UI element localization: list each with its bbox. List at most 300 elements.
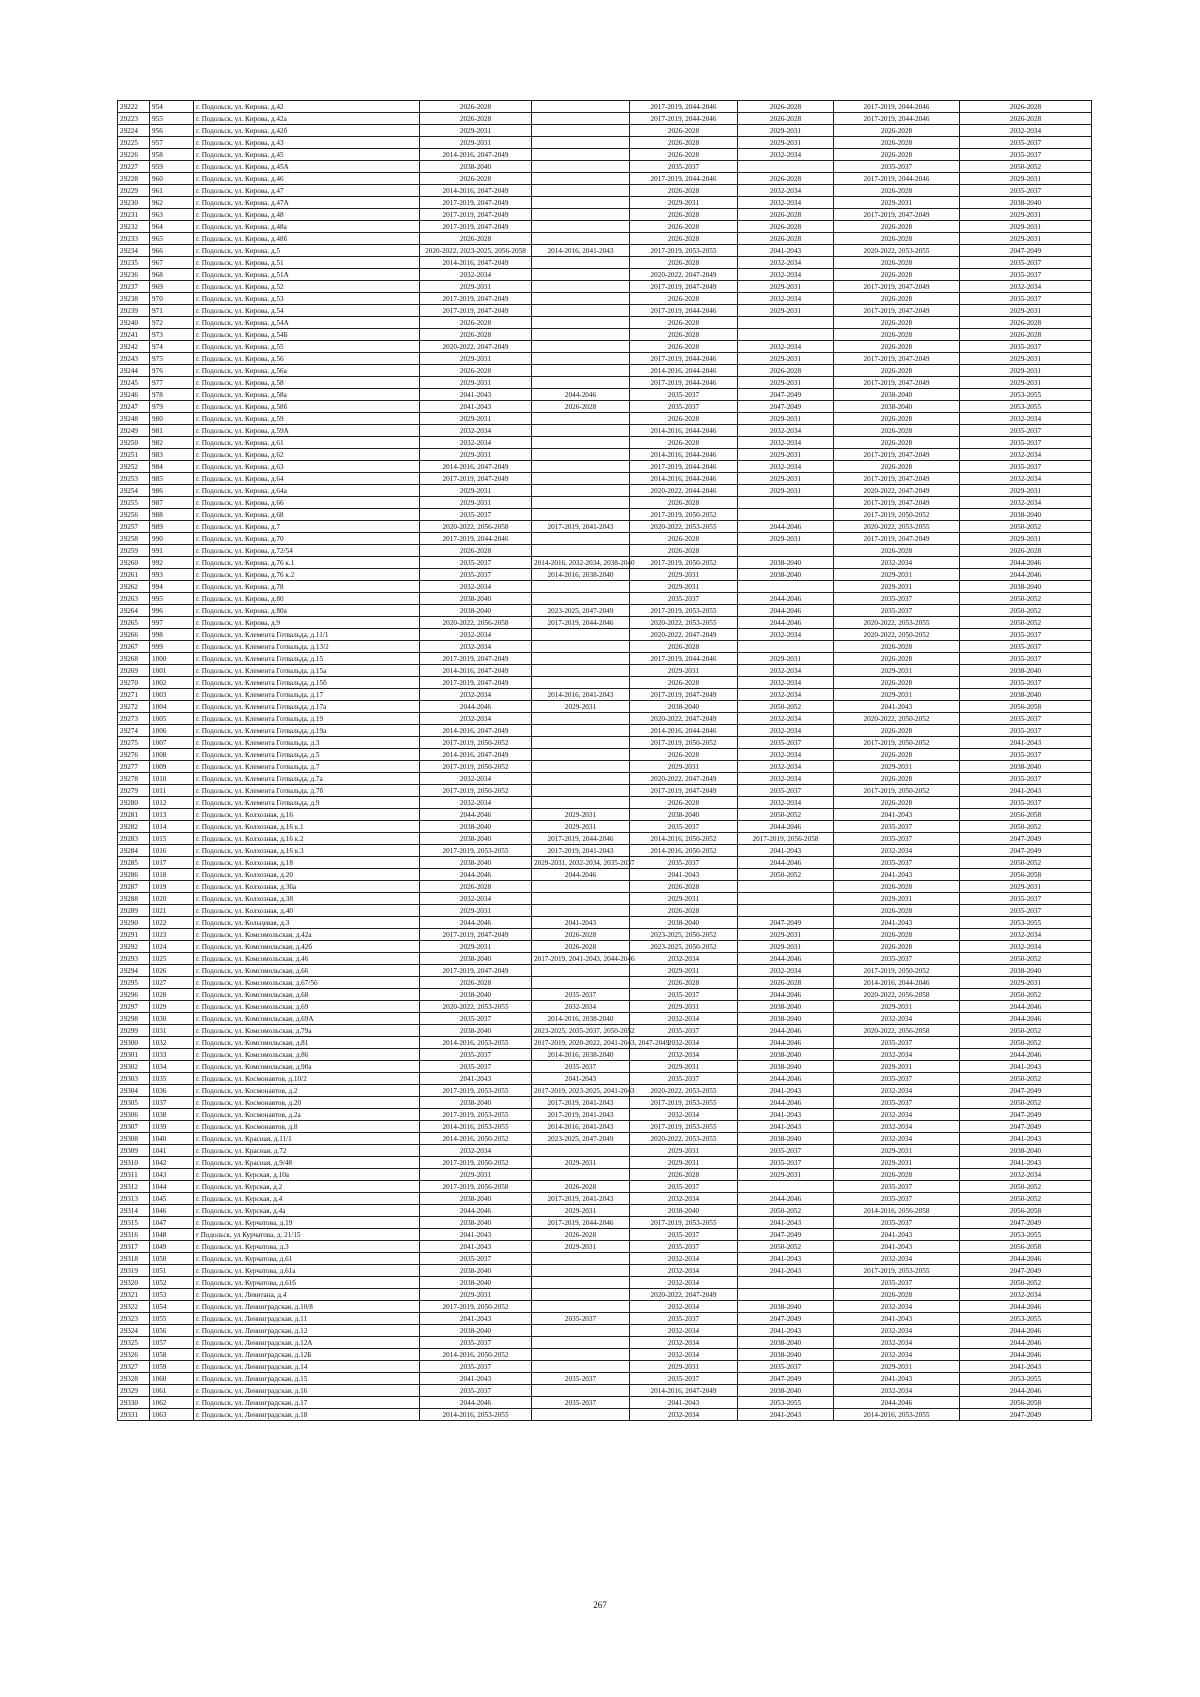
- period-cell: 2032-2034: [630, 1337, 738, 1349]
- row-number-cell: 983: [150, 449, 194, 461]
- period-cell: 2029-2031: [738, 125, 834, 137]
- period-cell: 2035-2037: [960, 437, 1092, 449]
- period-cell: 2026-2028: [630, 341, 738, 353]
- period-cell: 2020-2022, 2047-2049: [420, 341, 532, 353]
- period-cell: [532, 353, 630, 365]
- period-cell: 2017-2019, 2047-2049: [834, 353, 960, 365]
- period-cell: 2050-2052: [960, 857, 1092, 869]
- address-cell: г. Подольск, ул. Кирова, д.48б: [194, 233, 420, 245]
- address-cell: г. Подольск, ул. Комсомольская, д.46: [194, 953, 420, 965]
- table-row: [118, 821, 1092, 833]
- period-cell: [532, 281, 630, 293]
- period-cell: 2029-2031: [960, 377, 1092, 389]
- row-id-cell: 29328: [118, 1373, 150, 1385]
- period-cell: 2044-2046: [738, 1037, 834, 1049]
- period-cell: 2017-2019, 2053-2055: [834, 1265, 960, 1277]
- period-cell: 2032-2034: [834, 1253, 960, 1265]
- period-cell: 2032-2034: [834, 845, 960, 857]
- row-number-cell: 988: [150, 509, 194, 521]
- period-cell: 2014-2016, 2053-2055: [420, 1037, 532, 1049]
- period-cell: 2035-2037: [834, 1277, 960, 1289]
- period-cell: 2029-2031: [420, 137, 532, 149]
- period-cell: 2014-2016, 2044-2046: [630, 449, 738, 461]
- period-cell: 2032-2034: [960, 1289, 1092, 1301]
- period-cell: 2020-2022, 2047-2049: [630, 629, 738, 641]
- period-cell: 2029-2031: [630, 197, 738, 209]
- row-id-cell: 29263: [118, 593, 150, 605]
- period-cell: 2017-2019, 2047-2049: [834, 473, 960, 485]
- period-cell: 2020-2022, 2050-2052: [834, 713, 960, 725]
- period-cell: 2026-2028: [834, 929, 960, 941]
- period-cell: [532, 893, 630, 905]
- address-cell: г. Подольск, ул. Курчатова, д.19: [194, 1217, 420, 1229]
- period-cell: 2041-2043: [834, 869, 960, 881]
- table-body: [118, 101, 1092, 1421]
- period-cell: 2017-2019, 2047-2049: [420, 677, 532, 689]
- period-cell: 2023-2025, 2050-2052: [630, 941, 738, 953]
- row-id-cell: 29323: [118, 1313, 150, 1325]
- period-cell: 2026-2028: [834, 125, 960, 137]
- period-cell: 2032-2034: [834, 1301, 960, 1313]
- period-cell: 2035-2037: [834, 1037, 960, 1049]
- period-cell: 2053-2055: [960, 1373, 1092, 1385]
- period-cell: [532, 1289, 630, 1301]
- row-number-cell: 963: [150, 209, 194, 221]
- row-number-cell: 994: [150, 581, 194, 593]
- period-cell: 2026-2028: [738, 977, 834, 989]
- period-cell: 2029-2031: [738, 413, 834, 425]
- row-number-cell: 1043: [150, 1169, 194, 1181]
- row-id-cell: 29309: [118, 1145, 150, 1157]
- period-cell: 2017-2019, 2047-2049: [630, 281, 738, 293]
- period-cell: 2041-2043: [834, 809, 960, 821]
- row-number-cell: 978: [150, 389, 194, 401]
- period-cell: 2029-2031: [834, 1361, 960, 1373]
- address-cell: г. Подольск, ул. Клемента Готвальда, д.15б: [194, 677, 420, 689]
- row-id-cell: 29227: [118, 161, 150, 173]
- period-cell: 2017-2019, 2047-2049: [834, 209, 960, 221]
- period-cell: 2035-2037: [960, 773, 1092, 785]
- row-number-cell: 962: [150, 197, 194, 209]
- table-row: [118, 1001, 1092, 1013]
- period-cell: 2047-2049: [960, 833, 1092, 845]
- row-number-cell: 1002: [150, 677, 194, 689]
- period-cell: 2017-2019, 2044-2046: [630, 461, 738, 473]
- table-row: [118, 461, 1092, 473]
- period-cell: 2035-2037: [960, 797, 1092, 809]
- period-cell: 2029-2031: [834, 1157, 960, 1169]
- row-number-cell: 1020: [150, 893, 194, 905]
- period-cell: 2026-2028: [738, 221, 834, 233]
- period-cell: 2029-2031: [420, 485, 532, 497]
- period-cell: 2035-2037: [630, 161, 738, 173]
- period-cell: 2044-2046: [738, 605, 834, 617]
- period-cell: 2041-2043: [420, 1241, 532, 1253]
- address-cell: г. Подольск, ул. Ленинградская, д.16: [194, 1385, 420, 1397]
- period-cell: 2032-2034: [630, 1049, 738, 1061]
- period-cell: [532, 1385, 630, 1397]
- period-cell: 2029-2031: [960, 173, 1092, 185]
- period-cell: 2020-2022, 2056-2058: [420, 521, 532, 533]
- period-cell: 2035-2037: [630, 1073, 738, 1085]
- table-row: [118, 1157, 1092, 1169]
- period-cell: 2020-2022, 2044-2046: [630, 485, 738, 497]
- row-number-cell: 965: [150, 233, 194, 245]
- period-cell: 2029-2031: [630, 665, 738, 677]
- row-id-cell: 29246: [118, 389, 150, 401]
- period-cell: 2029-2031: [420, 125, 532, 137]
- table-row: [118, 1205, 1092, 1217]
- table-row: [118, 701, 1092, 713]
- period-cell: 2017-2019, 2047-2049: [420, 221, 532, 233]
- table-row: [118, 1217, 1092, 1229]
- address-cell: г. Подольск, ул. Клемента Готвальда, д.9: [194, 797, 420, 809]
- period-cell: 2032-2034: [420, 1145, 532, 1157]
- address-cell: г. Подольск, ул. Космонавтов, д.10/2: [194, 1073, 420, 1085]
- row-number-cell: 985: [150, 473, 194, 485]
- table-row: [118, 785, 1092, 797]
- table-row: [118, 881, 1092, 893]
- address-cell: г. Подольск, ул. Кирова, д.55: [194, 341, 420, 353]
- period-cell: 2032-2034: [834, 1085, 960, 1097]
- period-cell: 2041-2043: [420, 1229, 532, 1241]
- period-cell: 2032-2034: [738, 197, 834, 209]
- table-row: [118, 1193, 1092, 1205]
- period-cell: 2032-2034: [630, 953, 738, 965]
- period-cell: 2035-2037: [420, 557, 532, 569]
- table-row: [118, 449, 1092, 461]
- period-cell: 2038-2040: [738, 1301, 834, 1313]
- period-cell: 2017-2019, 2053-2055: [630, 1217, 738, 1229]
- address-cell: г. Подольск, ул. Ленинградская, д.14: [194, 1361, 420, 1373]
- period-cell: 2026-2028: [960, 113, 1092, 125]
- period-cell: 2032-2034: [738, 425, 834, 437]
- period-cell: 2044-2046: [960, 1013, 1092, 1025]
- period-cell: 2026-2028: [834, 905, 960, 917]
- period-cell: [532, 365, 630, 377]
- period-cell: 2026-2028: [420, 545, 532, 557]
- table-row: [118, 1289, 1092, 1301]
- period-cell: 2035-2037: [834, 857, 960, 869]
- period-cell: 2035-2037: [738, 1361, 834, 1373]
- period-cell: 2050-2052: [738, 869, 834, 881]
- table-row: [118, 497, 1092, 509]
- period-cell: 2014-2016, 2032-2034, 2038-2040: [532, 557, 630, 569]
- period-cell: 2038-2040: [738, 1349, 834, 1361]
- row-id-cell: 29312: [118, 1181, 150, 1193]
- row-id-cell: 29275: [118, 737, 150, 749]
- row-id-cell: 29226: [118, 149, 150, 161]
- period-cell: 2029-2031: [738, 485, 834, 497]
- table-row: [118, 221, 1092, 233]
- period-cell: [738, 509, 834, 521]
- period-cell: 2041-2043: [960, 1157, 1092, 1169]
- period-cell: 2026-2028: [630, 233, 738, 245]
- period-cell: 2044-2046: [960, 1349, 1092, 1361]
- row-id-cell: 29233: [118, 233, 150, 245]
- period-cell: 2026-2028: [834, 269, 960, 281]
- table-row: [118, 197, 1092, 209]
- table-row: [118, 581, 1092, 593]
- period-cell: 2026-2028: [630, 749, 738, 761]
- period-cell: 2047-2049: [738, 401, 834, 413]
- table-row: [118, 1109, 1092, 1121]
- period-cell: 2035-2037: [532, 989, 630, 1001]
- row-number-cell: 1053: [150, 1289, 194, 1301]
- row-number-cell: 1050: [150, 1253, 194, 1265]
- period-cell: 2020-2022, 2056-2058: [420, 617, 532, 629]
- row-id-cell: 29261: [118, 569, 150, 581]
- period-cell: 2035-2037: [960, 149, 1092, 161]
- row-number-cell: 960: [150, 173, 194, 185]
- row-id-cell: 29229: [118, 185, 150, 197]
- address-cell: г. Подольск, ул. Курчатова, д.61а: [194, 1265, 420, 1277]
- period-cell: 2035-2037: [960, 893, 1092, 905]
- period-cell: 2038-2040: [960, 761, 1092, 773]
- period-cell: 2041-2043: [834, 917, 960, 929]
- table-row: [118, 473, 1092, 485]
- address-cell: г. Подольск, ул. Кирова, д.64а: [194, 485, 420, 497]
- row-number-cell: 989: [150, 521, 194, 533]
- row-id-cell: 29265: [118, 617, 150, 629]
- row-id-cell: 29272: [118, 701, 150, 713]
- period-cell: 2014-2016, 2047-2049: [420, 461, 532, 473]
- table-row: [118, 233, 1092, 245]
- period-cell: 2035-2037: [960, 749, 1092, 761]
- row-id-cell: 29324: [118, 1325, 150, 1337]
- row-number-cell: 1030: [150, 1013, 194, 1025]
- period-cell: 2032-2034: [834, 557, 960, 569]
- address-cell: г. Подольск, ул. Кирова, д.51А: [194, 269, 420, 281]
- row-number-cell: 972: [150, 317, 194, 329]
- period-cell: 2032-2034: [420, 641, 532, 653]
- period-cell: 2020-2022, 2053-2055: [834, 245, 960, 257]
- row-id-cell: 29308: [118, 1133, 150, 1145]
- table-row: [118, 725, 1092, 737]
- row-id-cell: 29239: [118, 305, 150, 317]
- period-cell: 2050-2052: [960, 1073, 1092, 1085]
- address-cell: г. Подольск, ул. Комсомольская, д.81: [194, 1037, 420, 1049]
- period-cell: 2020-2022, 2053-2055: [630, 1133, 738, 1145]
- address-cell: г. Подольск, ул. Кирова, д.48: [194, 209, 420, 221]
- period-cell: 2038-2040: [420, 833, 532, 845]
- table-row: [118, 317, 1092, 329]
- table-row: [118, 809, 1092, 821]
- period-cell: 2035-2037: [532, 1373, 630, 1385]
- address-cell: г. Подольск, ул. Кирова, д.45А: [194, 161, 420, 173]
- period-cell: 2035-2037: [960, 725, 1092, 737]
- period-cell: 2026-2028: [630, 149, 738, 161]
- period-cell: 2029-2031: [960, 221, 1092, 233]
- address-cell: г. Подольск, ул. Кирова, д.54Б: [194, 329, 420, 341]
- period-cell: 2041-2043: [960, 737, 1092, 749]
- table-row: [118, 1073, 1092, 1085]
- period-cell: 2029-2031: [738, 353, 834, 365]
- table-row: [118, 677, 1092, 689]
- period-cell: 2044-2046: [960, 1001, 1092, 1013]
- period-cell: 2038-2040: [420, 593, 532, 605]
- address-cell: г. Подольск, ул. Колхозная, д.18: [194, 857, 420, 869]
- row-number-cell: 1049: [150, 1241, 194, 1253]
- period-cell: 2026-2028: [834, 149, 960, 161]
- row-id-cell: 29304: [118, 1085, 150, 1097]
- period-cell: 2026-2028: [834, 329, 960, 341]
- period-cell: [738, 641, 834, 653]
- table-row: [118, 629, 1092, 641]
- period-cell: 2035-2037: [532, 1061, 630, 1073]
- period-cell: 2047-2049: [960, 245, 1092, 257]
- period-cell: 2041-2043: [738, 1253, 834, 1265]
- row-id-cell: 29327: [118, 1361, 150, 1373]
- period-cell: 2032-2034: [630, 1349, 738, 1361]
- period-cell: 2044-2046: [738, 989, 834, 1001]
- period-cell: 2020-2022, 2023-2025, 2056-2058: [420, 245, 532, 257]
- period-cell: 2029-2031: [738, 653, 834, 665]
- period-cell: [532, 233, 630, 245]
- period-cell: 2032-2034: [834, 1349, 960, 1361]
- table-row: [118, 329, 1092, 341]
- period-cell: 2026-2028: [532, 941, 630, 953]
- period-cell: 2029-2031: [420, 413, 532, 425]
- period-cell: 2029-2031: [738, 929, 834, 941]
- address-cell: г. Подольск, ул. Космонавтов, д.8: [194, 1121, 420, 1133]
- period-cell: 2020-2022, 2053-2055: [834, 521, 960, 533]
- period-cell: [532, 437, 630, 449]
- row-number-cell: 970: [150, 293, 194, 305]
- period-cell: 2041-2043: [834, 1313, 960, 1325]
- period-cell: 2041-2043: [960, 785, 1092, 797]
- row-number-cell: 1007: [150, 737, 194, 749]
- period-cell: [738, 881, 834, 893]
- period-cell: 2029-2031: [420, 497, 532, 509]
- period-cell: [532, 221, 630, 233]
- period-cell: 2017-2019, 2047-2049: [420, 653, 532, 665]
- period-cell: 2038-2040: [630, 917, 738, 929]
- period-cell: 2050-2052: [960, 161, 1092, 173]
- address-cell: г. Подольск, ул. Кирова, д.7: [194, 521, 420, 533]
- period-cell: 2032-2034: [738, 761, 834, 773]
- period-cell: 2044-2046: [738, 953, 834, 965]
- period-cell: 2029-2031: [738, 449, 834, 461]
- table-row: [118, 1133, 1092, 1145]
- table-row: [118, 1061, 1092, 1073]
- row-id-cell: 29256: [118, 509, 150, 521]
- table-row: [118, 1037, 1092, 1049]
- period-cell: [532, 1361, 630, 1373]
- period-cell: 2032-2034: [738, 797, 834, 809]
- period-cell: 2044-2046: [420, 809, 532, 821]
- period-cell: 2047-2049: [960, 1109, 1092, 1121]
- row-id-cell: 29286: [118, 869, 150, 881]
- table-row: [118, 1301, 1092, 1313]
- row-id-cell: 29294: [118, 965, 150, 977]
- period-cell: [532, 377, 630, 389]
- period-cell: 2020-2022, 2053-2055: [630, 1085, 738, 1097]
- period-cell: 2026-2028: [738, 113, 834, 125]
- row-id-cell: 29271: [118, 689, 150, 701]
- row-number-cell: 1008: [150, 749, 194, 761]
- period-cell: 2035-2037: [834, 1073, 960, 1085]
- period-cell: 2047-2049: [960, 845, 1092, 857]
- table-row: [118, 749, 1092, 761]
- period-cell: 2014-2016, 2053-2055: [420, 1121, 532, 1133]
- row-number-cell: 976: [150, 365, 194, 377]
- period-cell: 2035-2037: [834, 1193, 960, 1205]
- period-cell: 2017-2019, 2047-2049: [420, 293, 532, 305]
- period-cell: 2026-2028: [834, 185, 960, 197]
- period-cell: 2029-2031: [834, 569, 960, 581]
- table-row: [118, 281, 1092, 293]
- period-cell: 2044-2046: [738, 1193, 834, 1205]
- period-cell: 2035-2037: [834, 833, 960, 845]
- period-cell: 2038-2040: [420, 1217, 532, 1229]
- period-cell: 2026-2028: [630, 125, 738, 137]
- address-cell: г. Подольск, ул. Кирова, д.63: [194, 461, 420, 473]
- period-cell: 2050-2052: [738, 701, 834, 713]
- period-cell: 2026-2028: [834, 881, 960, 893]
- period-cell: 2035-2037: [960, 713, 1092, 725]
- period-cell: 2047-2049: [738, 1373, 834, 1385]
- row-number-cell: 975: [150, 353, 194, 365]
- table-row: [118, 905, 1092, 917]
- period-cell: 2050-2052: [960, 1277, 1092, 1289]
- period-cell: 2041-2043: [960, 1133, 1092, 1145]
- period-cell: 2032-2034: [960, 1169, 1092, 1181]
- period-cell: 2026-2028: [420, 173, 532, 185]
- period-cell: 2038-2040: [630, 1205, 738, 1217]
- address-cell: г. Подольск, ул. Кирова, д.62: [194, 449, 420, 461]
- table-row: [118, 1325, 1092, 1337]
- period-cell: 2044-2046: [960, 1301, 1092, 1313]
- row-id-cell: 29331: [118, 1409, 150, 1421]
- period-cell: 2035-2037: [630, 857, 738, 869]
- row-number-cell: 1029: [150, 1001, 194, 1013]
- row-id-cell: 29307: [118, 1121, 150, 1133]
- period-cell: 2038-2040: [738, 1061, 834, 1073]
- period-cell: 2026-2028: [630, 881, 738, 893]
- period-cell: 2026-2028: [630, 641, 738, 653]
- row-number-cell: 1037: [150, 1097, 194, 1109]
- period-cell: 2032-2034: [420, 269, 532, 281]
- period-cell: 2026-2028: [532, 1181, 630, 1193]
- row-id-cell: 29311: [118, 1169, 150, 1181]
- period-cell: 2017-2019, 2050-2052: [420, 1157, 532, 1169]
- period-cell: 2032-2034: [630, 1265, 738, 1277]
- period-cell: 2026-2028: [834, 425, 960, 437]
- address-cell: г. Подольск, ул. Кирова, д.59А: [194, 425, 420, 437]
- period-cell: 2041-2043: [630, 869, 738, 881]
- period-cell: 2050-2052: [960, 821, 1092, 833]
- period-cell: 2035-2037: [630, 401, 738, 413]
- row-id-cell: 29281: [118, 809, 150, 821]
- address-cell: г. Подольск, ул. Клемента Готвальда, д.7: [194, 761, 420, 773]
- row-number-cell: 1045: [150, 1193, 194, 1205]
- address-cell: г. Подольск, ул. Кирова, д.66: [194, 497, 420, 509]
- period-cell: 2035-2037: [960, 293, 1092, 305]
- period-cell: 2053-2055: [960, 1229, 1092, 1241]
- period-cell: 2032-2034: [630, 1301, 738, 1313]
- period-cell: 2017-2019, 2056-2058: [738, 833, 834, 845]
- row-id-cell: 29316: [118, 1229, 150, 1241]
- period-cell: 2047-2049: [738, 917, 834, 929]
- row-number-cell: 974: [150, 341, 194, 353]
- period-cell: 2017-2019, 2050-2052: [630, 737, 738, 749]
- row-id-cell: 29290: [118, 917, 150, 929]
- period-cell: 2029-2031: [532, 1157, 630, 1169]
- table-row: [118, 1277, 1092, 1289]
- period-cell: 2029-2031: [960, 353, 1092, 365]
- period-cell: 2035-2037: [960, 269, 1092, 281]
